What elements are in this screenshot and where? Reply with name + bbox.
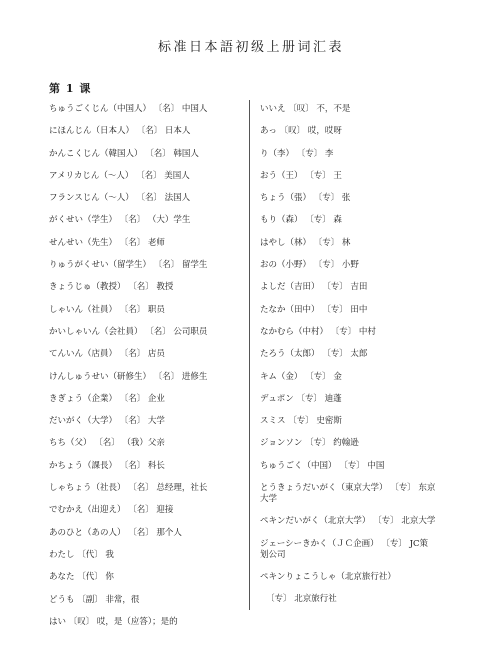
vocab-entry: はやし（林） 〔专〕 林 (260, 237, 351, 248)
vocab-entry: スミス 〔专〕 史密斯 (260, 416, 342, 427)
vocab-entry: ちゅうごく（中国） 〔专〕 中国 (260, 460, 385, 471)
vocab-entry: キム（金） 〔专〕 金 (260, 371, 342, 382)
vocab-entry: ちゅうごくじん（中国人） 〔名〕 中国人 (49, 104, 208, 114)
vocab-entry: たなか（田中） 〔专〕 田中 (260, 304, 368, 315)
vocab-entry: り（李） 〔专〕 李 (260, 148, 334, 159)
vocab-entry: どうも 〔副〕 非常，很 (49, 594, 140, 605)
vocab-entry: なかむら（中村） 〔专〕 中村 (260, 326, 376, 337)
vocab-entry: あなた 〔代〕 你 (49, 572, 114, 583)
vocab-entry: ジョンソン 〔专〕 约翰逊 (260, 438, 359, 449)
vocab-entry: にほんじん（日本人） 〔名〕 日本人 (49, 126, 191, 137)
vocab-entry: かんこくじん（韓国人） 〔名〕 韩国人 (49, 148, 199, 159)
vocab-entry: ちょう（張） 〔专〕 张 (260, 193, 351, 204)
vocab-entry: かちょう（課長） 〔名〕 科长 (49, 460, 165, 471)
vocab-entry: おの（小野） 〔专〕 小野 (260, 260, 359, 271)
vocab-entry: たろう（太郎） 〔专〕 太郎 (260, 349, 368, 360)
vocab-entry: きぎょう（企業） 〔名〕 企业 (49, 393, 165, 404)
vocab-entry: とうきょうだいがく（東京大学） 〔专〕 东京大学 (260, 483, 436, 505)
vocab-entry: きょうじゅ（教授） 〔名〕 教授 (49, 282, 174, 293)
vocab-entry: ジェーシーきかく（ＪＣ企画） 〔专〕 JC策划公司 (260, 538, 428, 560)
vocab-column-left (49, 104, 241, 639)
vocab-entry: せんせい（先生） 〔名〕 老师 (49, 237, 165, 248)
vocab-entry: てんいん（店員） 〔名〕 店员 (49, 349, 165, 360)
vocab-entry: かいしゃいん（会社員） 〔名〕 公司职员 (49, 326, 208, 337)
vocab-entry: あっ 〔叹〕 哎，哎呀 (260, 126, 342, 137)
document-title: 标准日本語初级上册词汇表 (157, 40, 344, 55)
vocab-entry: ペキンりょこうしゃ（北京旅行社） (260, 571, 396, 582)
vocab-entry: デュポン 〔专〕 迪蓬 (260, 393, 342, 404)
vocab-entry: アメリカじん（～人） 〔名〕 美国人 (49, 170, 190, 181)
vocab-entry: だいがく（大学） 〔名〕 大学 (49, 416, 165, 427)
vocab-entry: しゃいん（社員） 〔名〕 职员 (49, 304, 165, 315)
vocab-entry: よしだ（吉田） 〔专〕 吉田 (260, 282, 368, 293)
vocab-entry: でむかえ（出迎え） 〔名〕 迎接 (49, 505, 174, 516)
vocab-entry: いいえ 〔叹〕 不，不是 (260, 104, 351, 114)
vocab-entry: はい 〔叹〕 哎，是（应答）；是的 (49, 616, 178, 627)
vocab-entry: ちち（父） 〔名〕 （我）父亲 (49, 438, 165, 449)
column-divider (249, 100, 250, 610)
vocab-entry: しゃちょう（社長） 〔名〕 总经理，社长 (49, 483, 208, 494)
vocab-entry: わたし 〔代〕 我 (49, 549, 114, 560)
vocab-column-right (260, 104, 436, 617)
vocab-entry: もり（森） 〔专〕 森 (260, 215, 342, 226)
vocab-entry: あのひと（あの人） 〔名〕 那个人 (49, 527, 182, 538)
lesson-heading: 第 1 课 (49, 82, 92, 95)
vocab-entry: りゅうがくせい（留学生） 〔名〕 留学生 (49, 260, 208, 271)
vocab-entry: がくせい（学生） 〔名〕 （大）学生 (49, 215, 191, 226)
vocab-entry: ペキンだいがく（北京大学） 〔专〕 北京大学 (260, 516, 436, 527)
vocab-entry: 〔专〕 北京旅行社 (266, 594, 337, 605)
vocab-entry: フランスじん（～人） 〔名〕 法国人 (49, 193, 191, 204)
vocab-entry: けんしゅうせい（研修生） 〔名〕 进修生 (49, 371, 208, 382)
vocab-entry: おう（王） 〔专〕 王 (260, 170, 342, 181)
